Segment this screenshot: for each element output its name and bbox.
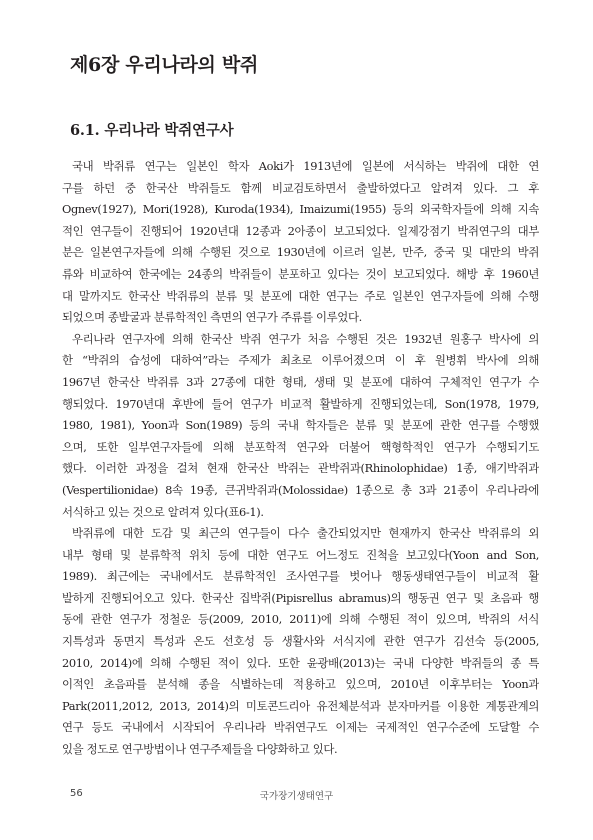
- body-text: [62, 156, 539, 761]
- text-line: 국내 박쥐류 연구는 일본인 학자 Aoki가 1913년에 일본에 서식하는 박쥐에 대한 연: [72, 159, 539, 173]
- text-line: 이적인 초음파를 분석해 종을 식별하는데 적용하고 있으며, 2010년 이후부터는 Yoon과: [62, 677, 539, 692]
- paragraph-2: [62, 329, 539, 523]
- section-title: 6.1. 우리나라 박쥐연구사: [70, 122, 234, 139]
- text-line: 박쥐류에 대한 도감 및 최근의 연구들이 다수 출간되었지만 현재까지 한국산 박쥐류의 외: [72, 526, 539, 541]
- text-line: 1967년 한국산 박쥐류 3과 27종에 대한 형태, 생태 및 분포에 대하여 구체적인 연구가 수: [62, 374, 539, 389]
- paragraph-3: [62, 523, 539, 761]
- running-footer-title: 국가장기생태연구: [259, 791, 334, 802]
- text-line: 1989). 최근에는 국내에서도 분류학적인 조사연구를 벗어나 행동생태연구들이 비교적 활: [62, 569, 539, 584]
- text-line: 지특성과 동면지 특성과 온도 선호성 등 생활사와 서식지에 관한 연구가 김선숙 등(2005,: [62, 634, 539, 649]
- text-line: 한 “박쥐의 습성에 대하여”라는 주제가 최초로 이루어졌으며 이 후 원병휘 박사에 의해: [62, 353, 539, 368]
- text-line: 서식하고 있는 것으로 알려져 있다(표6-1).: [62, 504, 264, 519]
- text-line: 1980, 1981), Yoon과 Son(1989) 등의 국내 학자들은 분류 및 분포에 관한 연구를 수행했: [62, 418, 539, 433]
- text-line: 2010, 2014)에 의해 수행된 적이 있다. 또한 윤광배(2013)는 국내 다양한 박쥐들의 종 특: [62, 655, 539, 670]
- text-line: 적인 연구들이 진행되어 1920년대 12종과 2아종이 보고되었다. 일제강점기 박쥐연구의 대부: [62, 223, 539, 238]
- text-line: 분은 일본연구자들에 의해 수행된 것으로 1930년에 이르러 일본, 만주, 중국 및 대만의 박쥐: [62, 245, 539, 260]
- text-line: (Vespertilionidae) 8속 19종, 큰귀박쥐과(Molossidae) 1종으로 총 3과 21종이 우리나라에: [62, 482, 539, 497]
- text-line: Ognev(1927), Mori(1928), Kuroda(1934), Imaizumi(1955) 등의 외국학자들에 의해 지속: [62, 202, 539, 217]
- text-line: 했다. 이러한 과정을 걸쳐 현재 한국산 박쥐는 관박쥐과(Rhinolophidae) 1종, 애기박쥐과: [62, 461, 539, 476]
- chapter-title: 제6장 우리나라의 박쥐: [70, 54, 259, 76]
- text-line: 우리나라 연구자에 의해 한국산 박쥐 연구가 처음 수행된 것은 1932년 원홍구 박사에 의: [72, 331, 539, 346]
- text-line: 대 말까지도 한국산 박쥐류의 분류 및 분포에 대한 연구는 주로 일본인 연구자들에 의해 수행: [62, 288, 539, 303]
- text-line: Park(2011,2012, 2013, 2014)의 미토콘드리아 유전체분석과 분자마커를 이용한 계통관계의: [62, 698, 539, 713]
- text-line: 행되었다. 1970년대 후반에 들어 연구가 비교적 활발하게 진행되었는데, Son(1978, 1979,: [62, 396, 539, 411]
- text-line: 구를 하던 중 한국산 박쥐들도 함께 비교검토하면서 출발하였다고 알려져 있다. 그 후: [62, 180, 539, 195]
- page-number: 56: [70, 788, 83, 799]
- text-line: 발하게 진행되어오고 있다. 한국산 집박쥐(Pipisrellus abramus)의 행동권 연구 및 초음파 행: [62, 590, 539, 605]
- text-line: 되었으며 종발굴과 분류학적인 측면의 연구가 주류를 이루었다.: [62, 310, 362, 325]
- paragraph-1: [62, 156, 539, 329]
- text-line: 있을 정도로 연구방법이나 연구주제들을 다양화하고 있다.: [62, 742, 338, 757]
- text-line: 류와 비교하여 한국에는 24종의 박쥐들이 분포하고 있다는 것이 보고되었다. 해방 후 1960년: [62, 266, 539, 281]
- text-line: 내부 형태 및 분류학적 위치 등에 대한 연구도 어느정도 진척을 보고있다(Yoon and Son,: [62, 547, 539, 562]
- text-line: 동에 관한 연구가 정철운 등(2009, 2010, 2011)에 의해 수행된 적이 있으며, 박쥐의 서식: [62, 612, 539, 627]
- text-line: 으며, 또한 일부연구자들에 의해 분포학적 연구와 더불어 핵형학적인 연구가 수행되기도: [62, 439, 539, 454]
- text-line: 연구 등도 국내에서 시작되어 우리나라 박쥐연구도 이제는 국제적인 연구수준에 도달할 수: [62, 720, 539, 735]
